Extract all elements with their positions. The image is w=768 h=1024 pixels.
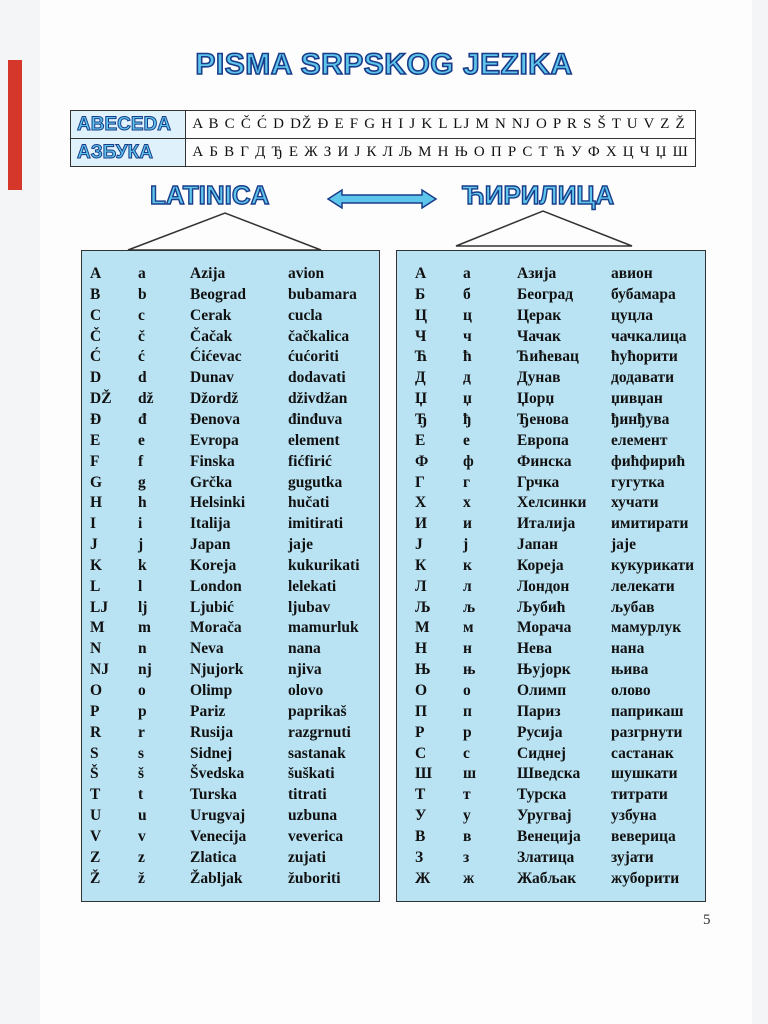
latin-lowercase-letter: n — [138, 640, 147, 658]
cyrillic-example-place: Грчка — [517, 473, 560, 491]
page-number: 5 — [703, 912, 711, 928]
latin-uppercase-letter: DŽ — [90, 390, 112, 408]
cyrillic-lowercase-letter: т — [463, 786, 471, 804]
latin-lowercase-letter: ć — [138, 348, 145, 366]
latin-uppercase-letter: Š — [90, 765, 99, 783]
cyrillic-uppercase-letter: Н — [415, 640, 428, 658]
cyrillic-example-place: Уругвај — [517, 807, 572, 825]
cyrillic-lowercase-letter: ш — [463, 765, 477, 783]
cyrillic-lowercase-letter: л — [463, 577, 472, 595]
cyrillic-example-place: Жабљак — [517, 869, 577, 887]
latin-example-place: Japan — [190, 536, 231, 554]
cyrillic-example-word: џивџан — [611, 390, 663, 408]
cyrillic-uppercase-letter: И — [415, 515, 428, 533]
cyrillic-uppercase-letter: Ц — [415, 306, 428, 324]
cyrillic-uppercase-letter: Љ — [415, 598, 431, 616]
latin-example-word: paprikaš — [288, 702, 347, 720]
cyrillic-uppercase-letter: Ч — [415, 327, 427, 345]
cyrillic-up-arrow — [456, 211, 632, 246]
latin-example-place: Grčka — [190, 473, 233, 491]
latin-lowercase-letter: š — [138, 765, 145, 783]
cyrillic-uppercase-letter: О — [415, 682, 428, 699]
latin-lowercase-letter: r — [138, 723, 145, 741]
latin-example-word: element — [288, 431, 340, 449]
latin-example-word: imitirati — [288, 515, 344, 533]
cyrillic-example-place: Њујорк — [517, 661, 571, 679]
latin-uppercase-letter: G — [90, 473, 103, 491]
latin-uppercase-letter: J — [90, 536, 98, 554]
cyrillic-example-word: нана — [611, 640, 645, 658]
latin-example-place: Beograd — [190, 285, 246, 303]
cyrillic-lowercase-letter: а — [463, 265, 471, 282]
latin-uppercase-letter: Z — [90, 848, 101, 866]
latin-example-word: njiva — [288, 661, 322, 679]
latin-example-word: đinđuva — [288, 410, 343, 428]
cyrillic-example-word: разгрнути — [611, 723, 683, 741]
azbuka-letters: А Б В Г Д Ђ Е Ж З И Ј К Л Љ М Н Њ О П Р С Т Ћ У Ф Х Ц Ч Џ Ш — [186, 139, 696, 167]
cyrillic-example-place: Турска — [517, 786, 567, 804]
cyrillic-example-place: Љубић — [517, 598, 566, 616]
cyrillic-example-word: елемент — [611, 431, 668, 449]
latin-lowercase-letter: nj — [138, 661, 152, 679]
latin-uppercase-letter: D — [90, 369, 102, 387]
cyrillic-example-word: паприкаш — [611, 702, 684, 720]
cyrillic-example-word: јаје — [611, 536, 636, 554]
latin-example-word: šuškati — [288, 765, 335, 783]
cyrillic-lowercase-letter: љ — [463, 598, 476, 616]
azbuka-label: АЗБУКА — [71, 139, 186, 167]
cyrillic-lowercase-letter: ј — [463, 536, 469, 554]
cyrillic-example-place: Финска — [517, 452, 572, 470]
cyrillic-example-word: мамурлук — [611, 619, 682, 637]
cyrillic-uppercase-letter: У — [415, 807, 427, 825]
cyrillic-example-place: Џорџ — [517, 390, 555, 408]
latin-example-word: fićfirić — [288, 452, 332, 470]
latin-example-word: nana — [288, 640, 321, 658]
latin-example-word: ćućoriti — [288, 348, 339, 366]
latin-lowercase-letter: t — [138, 786, 144, 804]
latin-uppercase-letter: L — [90, 577, 101, 595]
cyrillic-example-word: љубав — [611, 598, 655, 616]
cyrillic-example-word: чачкалица — [611, 327, 687, 345]
latin-example-place: Zlatica — [190, 848, 237, 866]
abeceda-letters: A B C Č Ć D DŽ Đ E F G H I J K L LJ M N NJ O P R S Š T U V Z Ž — [186, 111, 696, 139]
cyrillic-uppercase-letter: Т — [415, 786, 426, 804]
latin-lowercase-letter: z — [138, 848, 145, 866]
latin-example-place: Helsinki — [190, 494, 246, 512]
cyrillic-lowercase-letter: к — [463, 556, 472, 574]
latin-example-place: Koreja — [190, 556, 237, 574]
latin-lowercase-letter: đ — [138, 410, 147, 428]
cyrillic-example-place: Јапан — [517, 536, 558, 554]
cyrillic-lowercase-letter: м — [463, 619, 474, 637]
cyrillic-example-place: Париз — [517, 702, 561, 720]
cyrillic-uppercase-letter: Ш — [415, 765, 433, 783]
latin-lowercase-letter: b — [138, 285, 147, 303]
cyrillic-uppercase-letter: Ж — [415, 869, 431, 887]
cyrillic-example-word: гугутка — [611, 473, 665, 491]
latin-lowercase-letter: o — [138, 682, 146, 699]
cyrillic-example-word: ћућорити — [611, 348, 678, 366]
cirilica-heading: ЋИРИЛИЦА — [462, 180, 615, 210]
latin-example-place: London — [190, 577, 242, 595]
cyrillic-example-place: Лондон — [517, 577, 570, 595]
latin-example-word: avion — [288, 265, 325, 282]
cyrillic-uppercase-letter: З — [415, 848, 424, 866]
latin-uppercase-letter: A — [90, 265, 102, 282]
latin-example-word: sastanak — [288, 744, 346, 762]
cyrillic-lowercase-letter: г — [463, 473, 471, 491]
latin-lowercase-letter: s — [138, 744, 145, 762]
cyrillic-example-word: веверица — [611, 827, 676, 845]
latin-example-word: lelekati — [288, 577, 337, 595]
cyrillic-example-place: Београд — [517, 285, 574, 303]
cyrillic-example-word: шушкати — [611, 765, 678, 783]
latin-example-place: Ćićevac — [190, 348, 242, 366]
cyrillic-example-place: Дунав — [517, 369, 561, 387]
cyrillic-uppercase-letter: Л — [415, 577, 427, 595]
latin-uppercase-letter: F — [90, 452, 100, 470]
latin-example-place: Žabljak — [190, 869, 243, 887]
latin-uppercase-letter: E — [90, 431, 101, 449]
latin-lowercase-letter: c — [138, 306, 145, 324]
latin-example-word: gugutka — [288, 473, 343, 491]
latin-example-place: Rusija — [190, 723, 234, 741]
cyrillic-example-word: зујати — [611, 848, 654, 866]
latin-example-place: Đenova — [190, 410, 240, 428]
latin-lowercase-letter: k — [138, 556, 147, 574]
cyrillic-example-place: Церак — [517, 306, 562, 324]
latin-up-arrow — [128, 213, 321, 250]
latin-uppercase-letter: I — [90, 515, 97, 533]
cyrillic-uppercase-letter: Б — [415, 285, 426, 303]
latin-lowercase-letter: d — [138, 369, 147, 387]
latinica-heading: LATINICA — [150, 180, 270, 210]
latin-example-word: titrati — [288, 786, 327, 804]
cyrillic-uppercase-letter: Џ — [415, 390, 428, 408]
latin-example-place: Urugvaj — [190, 807, 246, 825]
latin-uppercase-letter: R — [90, 723, 102, 741]
latin-uppercase-letter: B — [90, 285, 101, 303]
cyrillic-example-place: Чачак — [517, 327, 561, 345]
latin-example-word: olovo — [288, 682, 324, 699]
cyrillic-example-word: кукурикати — [611, 556, 695, 574]
latin-example-place: Pariz — [190, 702, 226, 720]
latin-example-word: razgrnuti — [288, 723, 351, 741]
cyrillic-lowercase-letter: с — [463, 744, 470, 762]
cyrillic-uppercase-letter: Д — [415, 369, 426, 387]
latin-uppercase-letter: Č — [90, 327, 102, 345]
latin-example-word: jaje — [288, 536, 313, 554]
cyrillic-example-word: титрати — [611, 786, 668, 804]
cyrillic-lowercase-letter: џ — [463, 390, 472, 408]
cyrillic-lowercase-letter: ћ — [463, 348, 472, 366]
latin-lowercase-letter: i — [138, 515, 143, 533]
cyrillic-example-word: ђинђува — [611, 410, 670, 428]
cyrillic-lowercase-letter: р — [463, 723, 472, 741]
latin-lowercase-letter: č — [138, 327, 145, 345]
cyrillic-lowercase-letter: ђ — [463, 410, 472, 428]
cyrillic-uppercase-letter: Х — [415, 494, 427, 512]
latin-example-place: Švedska — [190, 765, 245, 783]
latin-lowercase-letter: g — [138, 473, 146, 491]
cyrillic-example-place: Венеција — [517, 827, 581, 845]
cyrillic-example-place: Морача — [517, 619, 572, 637]
latin-example-place: Njujork — [190, 661, 244, 679]
cyrillic-example-word: додавати — [611, 369, 674, 387]
latin-example-place: Finska — [190, 452, 235, 470]
latin-lowercase-letter: u — [138, 807, 147, 825]
latin-letters-box — [81, 250, 380, 902]
latin-example-word: čačkalica — [288, 327, 350, 345]
cyrillic-uppercase-letter: Г — [415, 473, 425, 491]
latin-uppercase-letter: C — [90, 306, 102, 324]
latin-uppercase-letter: P — [90, 702, 100, 720]
cyrillic-example-word: олово — [611, 682, 651, 699]
cyrillic-lowercase-letter: в — [463, 827, 472, 845]
cyrillic-uppercase-letter: К — [415, 556, 427, 574]
latin-uppercase-letter: T — [90, 786, 101, 804]
cyrillic-example-place: Олимп — [517, 682, 567, 699]
latin-example-word: mamurluk — [288, 619, 359, 637]
latin-lowercase-letter: l — [138, 577, 143, 595]
latin-uppercase-letter: S — [90, 744, 99, 762]
cyrillic-example-place: Златица — [517, 848, 575, 866]
latin-example-word: veverica — [288, 827, 344, 845]
latin-example-place: Sidnej — [190, 744, 233, 762]
cyrillic-example-word: хучати — [611, 494, 659, 512]
cyrillic-example-word: фићфирић — [611, 452, 686, 470]
cyrillic-example-place: Азија — [517, 265, 557, 282]
latin-example-word: žuboriti — [288, 869, 341, 887]
latin-example-place: Dunav — [190, 369, 234, 387]
cyrillic-uppercase-letter: Ф — [415, 452, 429, 470]
latin-lowercase-letter: dž — [138, 390, 154, 408]
latin-lowercase-letter: h — [138, 494, 147, 512]
cyrillic-example-place: Кореја — [517, 556, 564, 574]
cyrillic-example-place: Шведска — [517, 765, 581, 783]
double-arrow-icon — [328, 190, 436, 208]
cyrillic-example-word: бубамара — [611, 285, 676, 303]
latin-uppercase-letter: N — [90, 640, 102, 658]
latin-uppercase-letter: NJ — [90, 661, 109, 679]
cyrillic-lowercase-letter: ч — [463, 327, 472, 345]
latin-example-place: Morača — [190, 619, 242, 637]
latin-lowercase-letter: j — [138, 536, 144, 554]
cyrillic-lowercase-letter: п — [463, 702, 472, 720]
latin-example-word: kukurikati — [288, 556, 360, 574]
cyrillic-uppercase-letter: В — [415, 827, 426, 845]
cyrillic-example-word: авион — [611, 265, 653, 282]
cyrillic-example-word: лелекати — [611, 577, 675, 595]
cyrillic-uppercase-letter: Ј — [415, 536, 423, 554]
cyrillic-letters-box — [396, 250, 706, 902]
cyrillic-lowercase-letter: н — [463, 640, 472, 658]
cyrillic-example-place: Ђенова — [517, 410, 569, 428]
cyrillic-example-place: Ћићевац — [517, 348, 579, 366]
latin-example-word: cucla — [288, 306, 323, 324]
latin-example-place: Neva — [190, 640, 224, 658]
cyrillic-lowercase-letter: б — [463, 285, 471, 303]
cyrillic-lowercase-letter: ф — [463, 452, 474, 470]
page-title: PISMA SRPSKOG JEZIKA — [195, 48, 573, 81]
latin-example-place: Džordž — [190, 390, 239, 408]
cyrillic-lowercase-letter: х — [463, 494, 471, 512]
latin-uppercase-letter: M — [90, 619, 105, 637]
cyrillic-example-word: узбуна — [611, 807, 657, 825]
latin-uppercase-letter: Đ — [90, 410, 102, 428]
cyrillic-lowercase-letter: њ — [463, 661, 476, 679]
latin-lowercase-letter: m — [138, 619, 151, 637]
latin-example-place: Olimp — [190, 682, 233, 699]
cyrillic-example-word: имитирати — [611, 515, 689, 533]
cyrillic-example-word: њива — [611, 661, 649, 679]
cyrillic-lowercase-letter: о — [463, 682, 471, 699]
cyrillic-example-place: Сиднеј — [517, 744, 566, 762]
latin-uppercase-letter: Ž — [90, 869, 101, 887]
cyrillic-uppercase-letter: С — [415, 744, 427, 762]
latin-lowercase-letter: p — [138, 702, 147, 720]
latin-example-word: uzbuna — [288, 807, 338, 825]
cyrillic-lowercase-letter: ц — [463, 306, 472, 324]
cyrillic-example-place: Хелсинки — [517, 494, 587, 512]
latin-uppercase-letter: K — [90, 556, 103, 574]
cyrillic-example-word: састанак — [611, 744, 674, 762]
cyrillic-example-word: цуцла — [611, 306, 654, 324]
cyrillic-uppercase-letter: Њ — [415, 661, 431, 679]
cyrillic-example-place: Европа — [517, 431, 569, 449]
cyrillic-lowercase-letter: у — [463, 807, 471, 825]
latin-uppercase-letter: V — [90, 827, 102, 845]
latin-lowercase-letter: lj — [138, 598, 148, 616]
cyrillic-lowercase-letter: ж — [463, 869, 475, 887]
latin-uppercase-letter: U — [90, 807, 102, 825]
latin-example-word: ljubav — [288, 598, 331, 616]
latin-example-place: Azija — [190, 265, 226, 282]
latin-uppercase-letter: Ć — [90, 348, 102, 366]
abeceda-label: ABECEDA — [71, 111, 186, 139]
latin-example-place: Italija — [190, 515, 231, 533]
latin-lowercase-letter: a — [138, 265, 146, 282]
latin-example-place: Ljubić — [190, 598, 234, 616]
latin-lowercase-letter: f — [138, 452, 144, 470]
cyrillic-example-place: Нева — [517, 640, 553, 658]
latin-example-word: bubamara — [288, 285, 357, 303]
cyrillic-example-word: жуборити — [611, 869, 680, 887]
cyrillic-uppercase-letter: Е — [415, 431, 426, 449]
cyrillic-example-place: Русија — [517, 723, 563, 741]
latin-example-place: Venecija — [190, 827, 247, 845]
cyrillic-uppercase-letter: Ђ — [415, 410, 428, 428]
latin-lowercase-letter: ž — [138, 869, 145, 887]
latin-example-place: Evropa — [190, 431, 239, 449]
latin-example-place: Čačak — [190, 327, 233, 345]
cyrillic-uppercase-letter: П — [415, 702, 428, 720]
cyrillic-uppercase-letter: А — [415, 265, 427, 282]
latin-example-word: dživdžan — [288, 390, 348, 408]
cyrillic-example-place: Италија — [517, 515, 576, 533]
latin-example-word: zujati — [288, 848, 326, 866]
arrows-graphic — [0, 0, 768, 270]
latin-lowercase-letter: e — [138, 431, 145, 449]
cyrillic-uppercase-letter: М — [415, 619, 430, 637]
latin-example-word: hučati — [288, 494, 330, 512]
cyrillic-lowercase-letter: и — [463, 515, 472, 533]
cyrillic-uppercase-letter: Ћ — [415, 348, 428, 366]
latin-uppercase-letter: H — [90, 494, 103, 512]
cyrillic-lowercase-letter: з — [463, 848, 470, 866]
cyrillic-lowercase-letter: е — [463, 431, 470, 449]
latin-lowercase-letter: v — [138, 827, 146, 845]
latin-uppercase-letter: O — [90, 682, 103, 699]
latin-uppercase-letter: LJ — [90, 598, 109, 616]
cyrillic-uppercase-letter: Р — [415, 723, 425, 741]
cyrillic-lowercase-letter: д — [463, 369, 471, 387]
latin-example-place: Cerak — [190, 306, 232, 324]
latin-example-place: Turska — [190, 786, 237, 804]
latin-example-word: dodavati — [288, 369, 346, 387]
